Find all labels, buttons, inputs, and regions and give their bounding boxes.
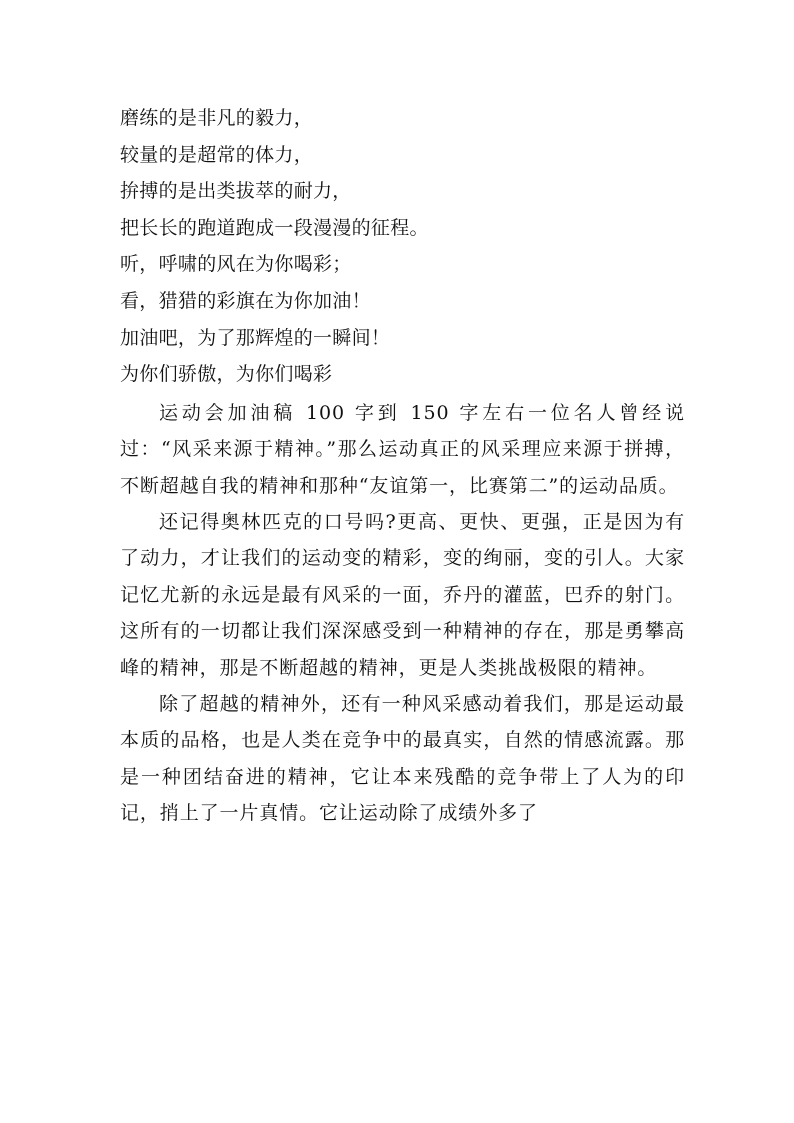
document-body: [120, 100, 685, 832]
body-paragraph: 还记得奥林匹克的口号吗?更高、更快、更强，正是因为有了动力，才让我们的运动变的精彩，变的绚丽，变的引人。大家记忆尤新的永远是最有风采的一面，乔丹的灌蓝，巴乔的射门。这所有的一切都让我们深深感受到一种精神的存在，那是勇攀高峰的精神，那是不断超越的精神，更是人类挑战极限的精神。: [120, 510, 685, 679]
poem-line: 把长长的跑道跑成一段漫漫的征程。: [120, 216, 429, 239]
body-paragraph: 运动会加油稿 100 字到 150 字左右一位名人曾经说过：“风采来源于精神。”那么运动真正的风采理应来源于拼搏，不断超越自我的精神和那种“友谊第一，比赛第二”的运动品质。: [120, 401, 685, 497]
poem-line: 为你们骄傲，为你们喝彩: [120, 363, 333, 386]
poem-line: 磨练的是非凡的毅力，: [120, 107, 314, 129]
poem-line: 加油吧，为了那辉煌的一瞬间！: [120, 326, 391, 349]
poem-line: 较量的是超常的体力，: [120, 143, 314, 166]
body-paragraph: 除了超越的精神外，还有一种风采感动着我们，那是运动最本质的品格，也是人类在竞争中的最真实，自然的情感流露。那是一种团结奋进的精神，它让本来残酷的竞争带上了人为的印记，捎上了一片真情。它让运动除了成绩外多了: [120, 693, 685, 825]
poem-line: 看，猎猎的彩旗在为你加油！: [120, 289, 371, 312]
poem-line: 拚搏的是出类拔萃的耐力，: [120, 180, 352, 203]
poem-line: 听，呼啸的风在为你喝彩；: [120, 253, 352, 276]
